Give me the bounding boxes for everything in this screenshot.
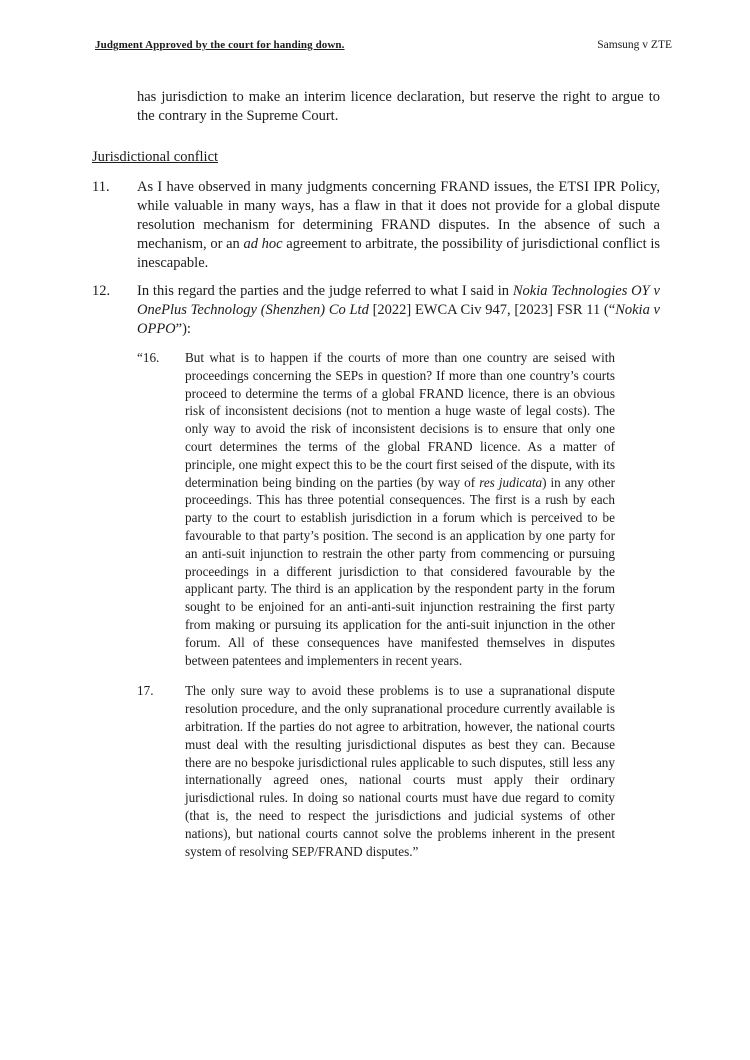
page-header	[95, 39, 672, 51]
case-name: Samsung v ZTE	[597, 39, 672, 51]
paragraph-number: 11.	[92, 179, 110, 195]
numbered-paragraph-11	[92, 178, 660, 273]
paragraph-number: 12.	[92, 283, 111, 299]
quote-paragraph-17	[137, 682, 615, 860]
numbered-paragraph-12	[92, 282, 660, 339]
quote-paragraph-text: But what is to happen if the courts of more than one country are seised with proceedings concerning the SEPs in question? If more than one country’s courts proceed to determine the terms of a global FRAND licence, there is an obvious risk of inconsistent decisions (not to mention a huge waste of legal costs). The only way to avoid the risk of inconsistent decisions is to ensure that only one court determines the terms of the global FRAND licence. As a matter of principle, one might expect this to be the court first seised of the dispute, with its determination being binding on the parties (by way of res judicata) in any other proceedings. This has three potential consequences. The first is a rush by each party to the court to establish jurisdiction in a forum which is perceived to be favourable to that party’s position. The second is an application by one party for an anti-suit injunction to restrain the other party from commencing or pursuing proceedings in a different jurisdiction to that considered favourable by the applicant party. The third is an application by the respondent party in the forum sought to be enjoined for an anti-anti-suit injunction restraining the first party from making or pursuing its application for the anti-suit injunction in the other forum. All of these consequences have manifested themselves in disputes between patentees and implementers in recent years.	[185, 350, 615, 668]
approval-note: Judgment Approved by the court for handing down.	[95, 39, 345, 51]
quote-paragraph-text: The only sure way to avoid these problems is to use a supranational dispute resolution procedure, and the only supranational procedure currently available is arbitration. If the parties do not agree to arbitration, however, the national courts must deal with the resulting jurisdictional disputes as best they can. Because there are no bespoke jurisdictional rules applicable to such disputes, still less any internationally agreed ones, national courts must apply their ordinary jurisdictional rules. In doing so national courts must have due regard to comity (that is, the need to respect the jurisdictions and judicial systems of other nations), but national courts cannot solve the problems inherent in the present system of resolving SEP/FRAND disputes.”	[185, 683, 615, 859]
quote-paragraph-16	[137, 349, 615, 669]
intro-paragraph: has jurisdiction to make an interim licence declaration, but reserve the right to argue to the contrary in the Supreme Court.	[137, 89, 660, 124]
paragraph-text: In this regard the parties and the judge referred to what I said in Nokia Technologies OY v OnePlus Technology (Shenzhen) Co Ltd [2022] EWCA Civ 947, [2023] FSR 11 (“Nokia v OPPO”):	[137, 283, 660, 337]
judgment-body	[92, 88, 660, 860]
block-quote	[137, 349, 615, 860]
paragraph-text: As I have observed in many judgments concerning FRAND issues, the ETSI IPR Policy, while valuable in many ways, has a flaw in that it does not provide for a global dispute resolution mechanism for determining FRAND disputes. In the absence of such a mechanism, or an ad hoc agreement to arbitrate, the possibility of jurisdictional conflict is inescapable.	[137, 179, 660, 271]
quote-paragraph-number: “16.	[137, 350, 160, 365]
section-heading: Jurisdictional conflict	[92, 149, 219, 165]
quote-paragraph-number: 17.	[137, 683, 154, 699]
